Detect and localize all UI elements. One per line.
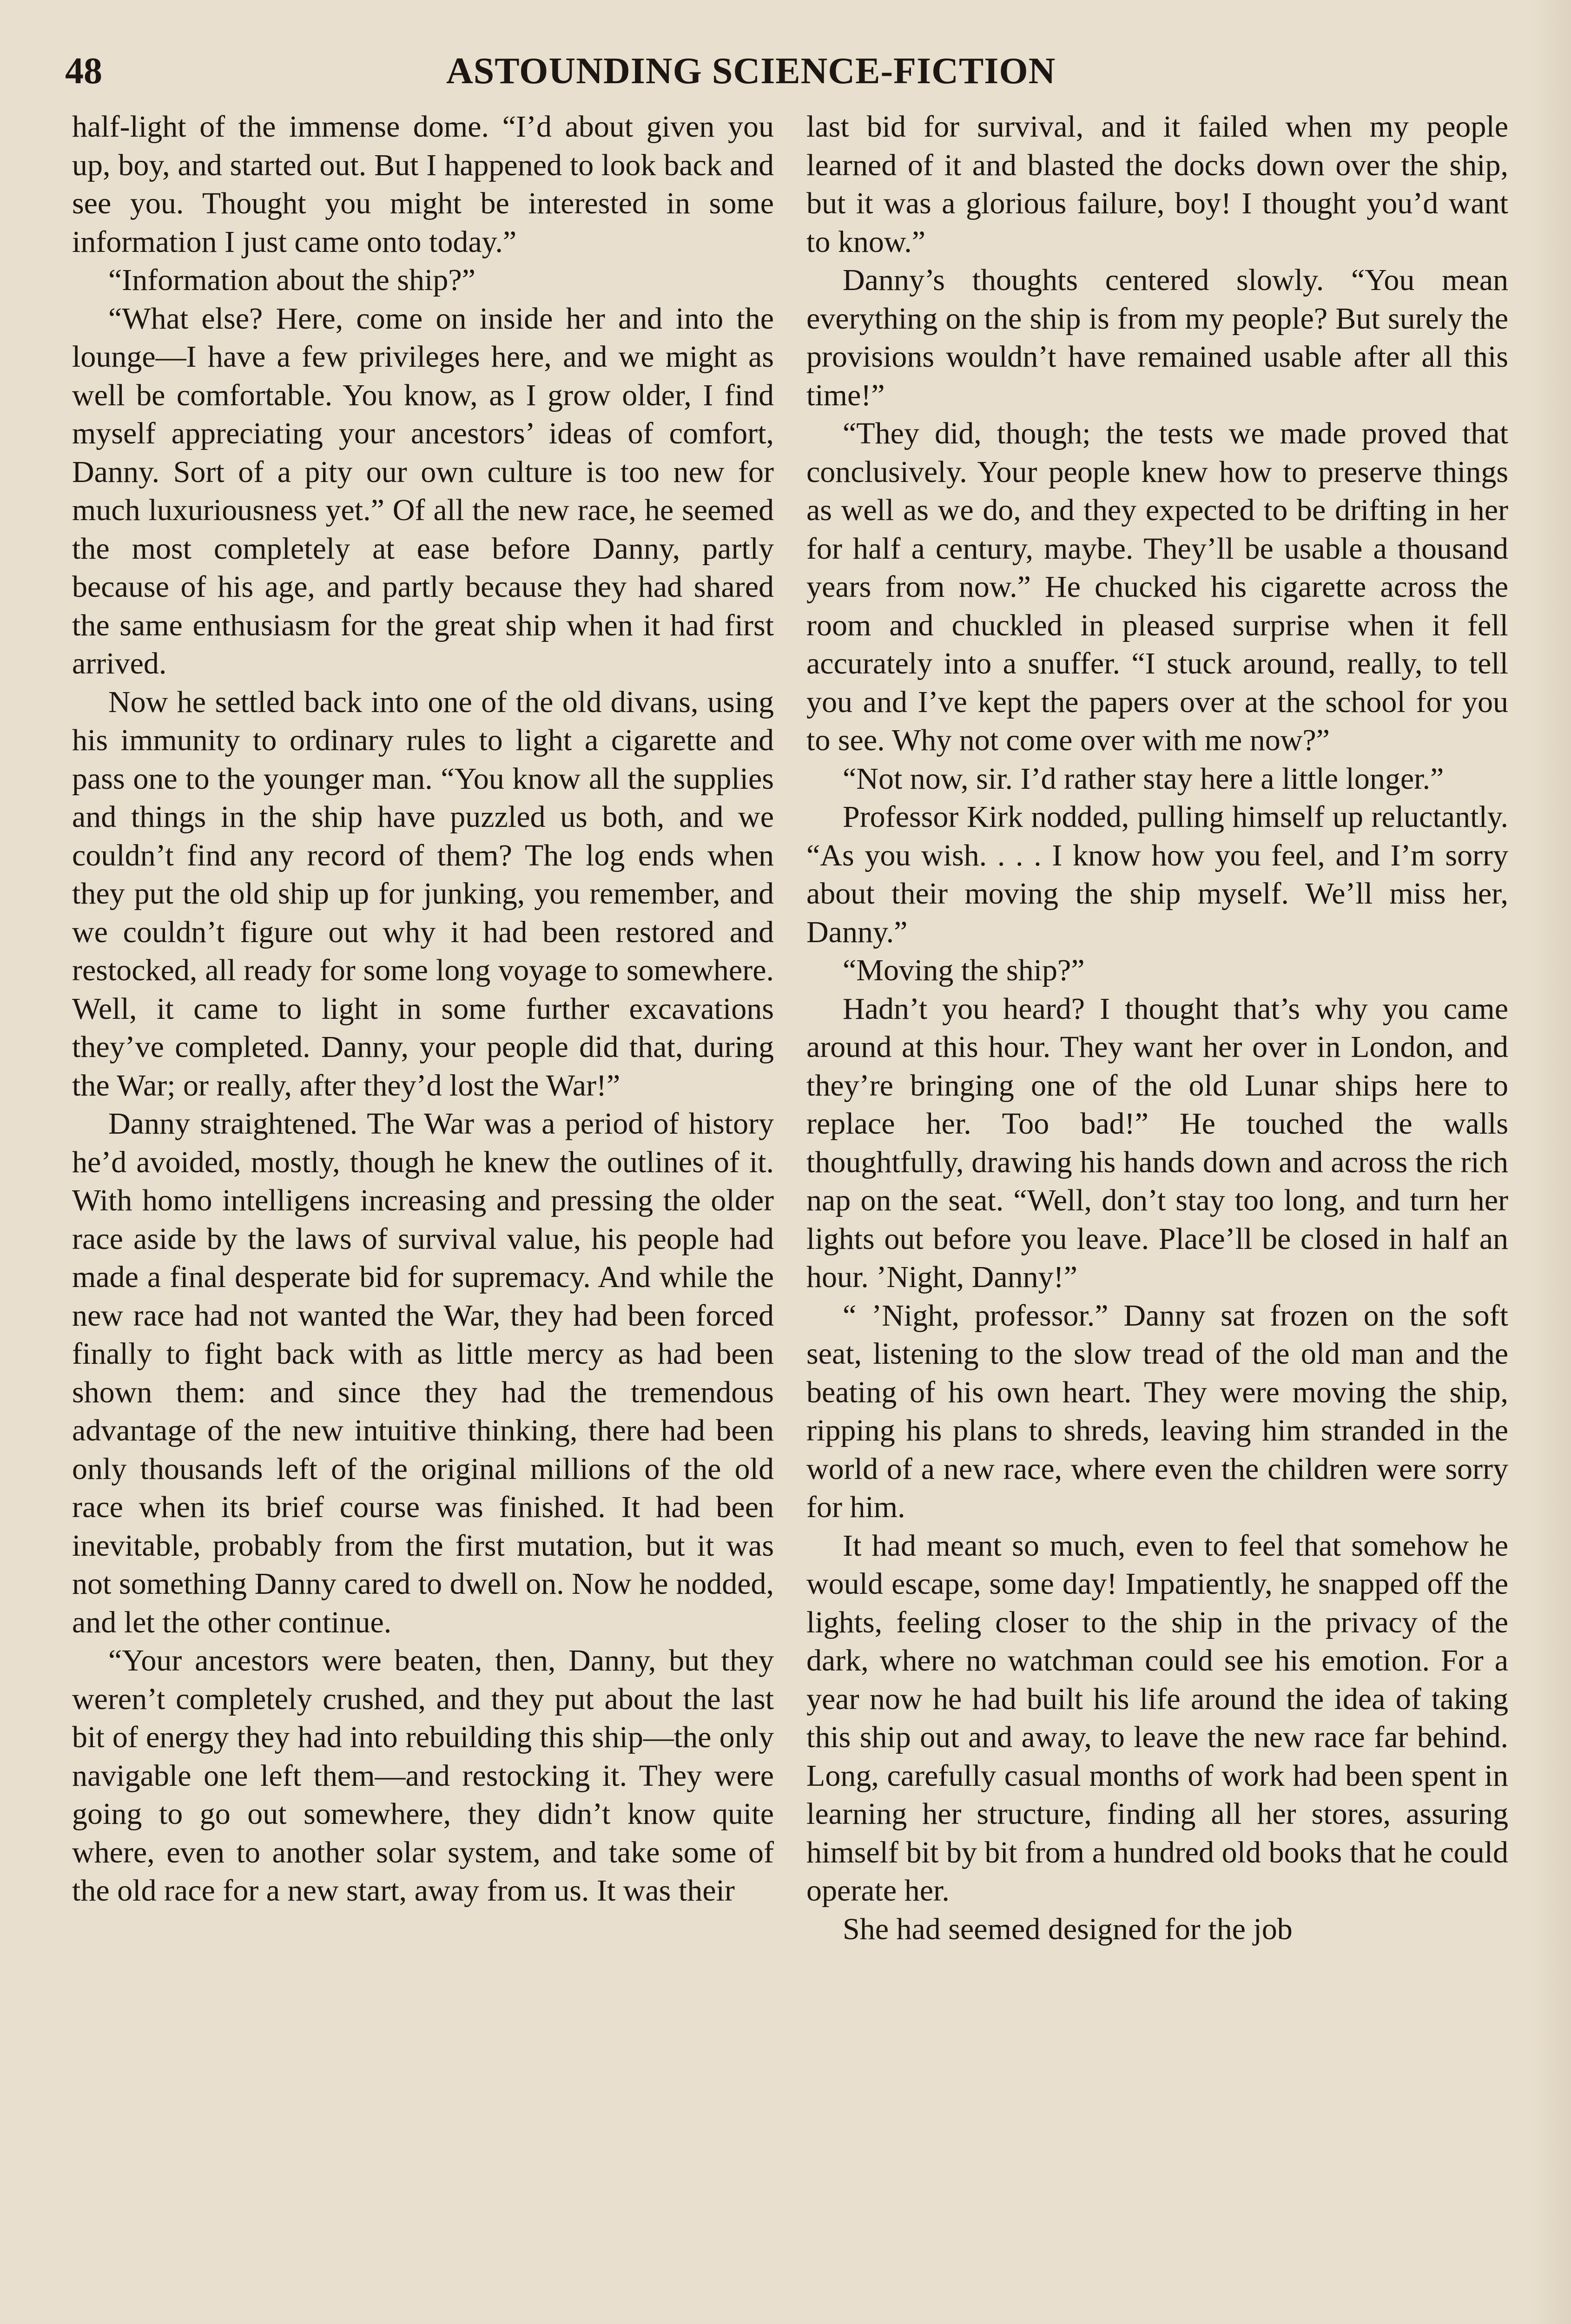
paragraph: “ ’Night, professor.” Danny sat frozen on the soft seat, listening to the slow tread of the old man and the beating of his own heart. They were moving the ship, ripping his plans to shreds, leaving him stranded in the world of a new race, where even the children were sorry for him. [806, 1298, 1508, 1524]
paragraph: “Information about the ship?” [108, 263, 475, 297]
paragraph: “Not now, sir. I’d rather stay here a little longer.” [843, 761, 1444, 796]
paragraph: Professor Kirk nodded, pulling himself up reluctantly. “As you wish. . . . I know how you feel, and I’m sorry about their moving the ship myself. We’ll miss her, Danny.” [806, 800, 1508, 949]
paragraph: “They did, though; the tests we made proved that conclusively. Your people knew how to preserve things as well as we do, and they expected to be drifting in her for half a century, maybe. They’ll be usable a thousand years from now.” He chucked his cigarette across the room and chuckled in pleased surprise when it fell accurately into a snuffer. “I stuck around, really, to tell you and I’ve kept the papers over at the school for you to see. Why not come over with me now?” [806, 416, 1508, 757]
paragraph: Hadn’t you heard? I thought that’s why you came around at this hour. They want her over in London, and they’re bringing one of the old Lunar ships here to replace her. Too bad!” He touched the walls thoughtfully, drawing his hands down and across the rich nap on the seat. “Well, don’t stay too long, and turn her lights out before you leave. Place’ll be closed in half an hour. ’Night, Danny!” [806, 991, 1508, 1294]
right-column [806, 108, 1508, 2324]
paragraph: “Your ancestors were beaten, then, Danny, but they weren’t completely crushed, and they put about the last bit of energy they had into rebuilding this ship—the only navigable one left them—and restocking it. They were going to go out somewhere, they didn’t know quite where, even to another solar system, and take some of the old race for a new start, away from us. It was their [72, 1644, 774, 1908]
paragraph: Danny’s thoughts centered slowly. “You mean everything on the ship is from my people? But surely the provisions wouldn’t have remained usable after all this time!” [806, 263, 1508, 412]
paragraph: Danny straightened. The War was a period of history he’d avoided, mostly, though he knew the outlines of it. With homo intelligens increasing and pressing the older race aside by the laws of survival value, his people had made a final desperate bid for supremacy. And while the new race had not wanted the War, they had been forced finally to fight back with as little mercy as had been shown them: and since they had the tremendous advantage of the new intuitive thinking, there had been only thousands left of the original millions of the old race when its brief course was finished. It had been inevitable, probably from the first mutation, but it was not something Danny cared to dwell on. Now he nodded, and let the other continue. [72, 1107, 774, 1639]
paragraph: Now he settled back into one of the old divans, using his immunity to ordinary rules to light a cigarette and pass one to the younger man. “You know all the supplies and things in the ship have puzzled us both, and we couldn’t find any record of them? The log ends when they put the old ship up for junking, you remember, and we couldn’t figure out why it had been restored and restocked, all ready for some long voyage to somewhere. Well, it came to light in some further excavations they’ve completed. Danny, your people did that, during the War; or really, after they’d lost the War!” [72, 685, 774, 1103]
paragraph: It had meant so much, even to feel that somehow he would escape, some day! Impatiently, he snapped off the lights, feeling closer to the ship in the privacy of the dark, where no watchman could see his emotion. For a year now he had built his life around the idea of taking this ship out and away, to leave the new race far behind. Long, carefully casual months of work had been spent in learning her structure, finding all her stores, assuring himself bit by bit from a hundred old books that he could operate her. [806, 1528, 1508, 1908]
paragraph: “What else? Here, come on inside her and into the lounge—I have a few privileges here, and we might as well be comfortable. You know, as I grow older, I find myself appreciating your ancestors’ ideas of comfort, Danny. Sort of a pity our own culture is too new for much luxuriousness yet.” Of all the new race, he seemed the most completely at ease before Danny, partly because of his age, and partly because they had shared the same enthusiasm for the great ship when it had first arrived. [72, 301, 774, 680]
running-title: ASTOUNDING SCIENCE-FICTION [446, 51, 1056, 92]
paragraph: “Moving the ship?” [843, 953, 1085, 987]
page-number: 48 [65, 51, 102, 92]
paragraph: last bid for survival, and it failed when my people learned of it and blasted the docks down over the ship, but it was a glorious failure, boy! I thought you’d want to know.” [806, 110, 1508, 259]
paragraph: half-light of the immense dome. “I’d about given you up, boy, and started out. But I happened to look back and see you. Thought you might be interested in some information I just came onto today.” [72, 110, 774, 259]
page-header [65, 46, 1506, 97]
paragraph: She had seemed designed for the job [843, 1912, 1293, 1946]
page-edge-shadow [1529, 0, 1571, 2324]
left-column [72, 108, 774, 2324]
